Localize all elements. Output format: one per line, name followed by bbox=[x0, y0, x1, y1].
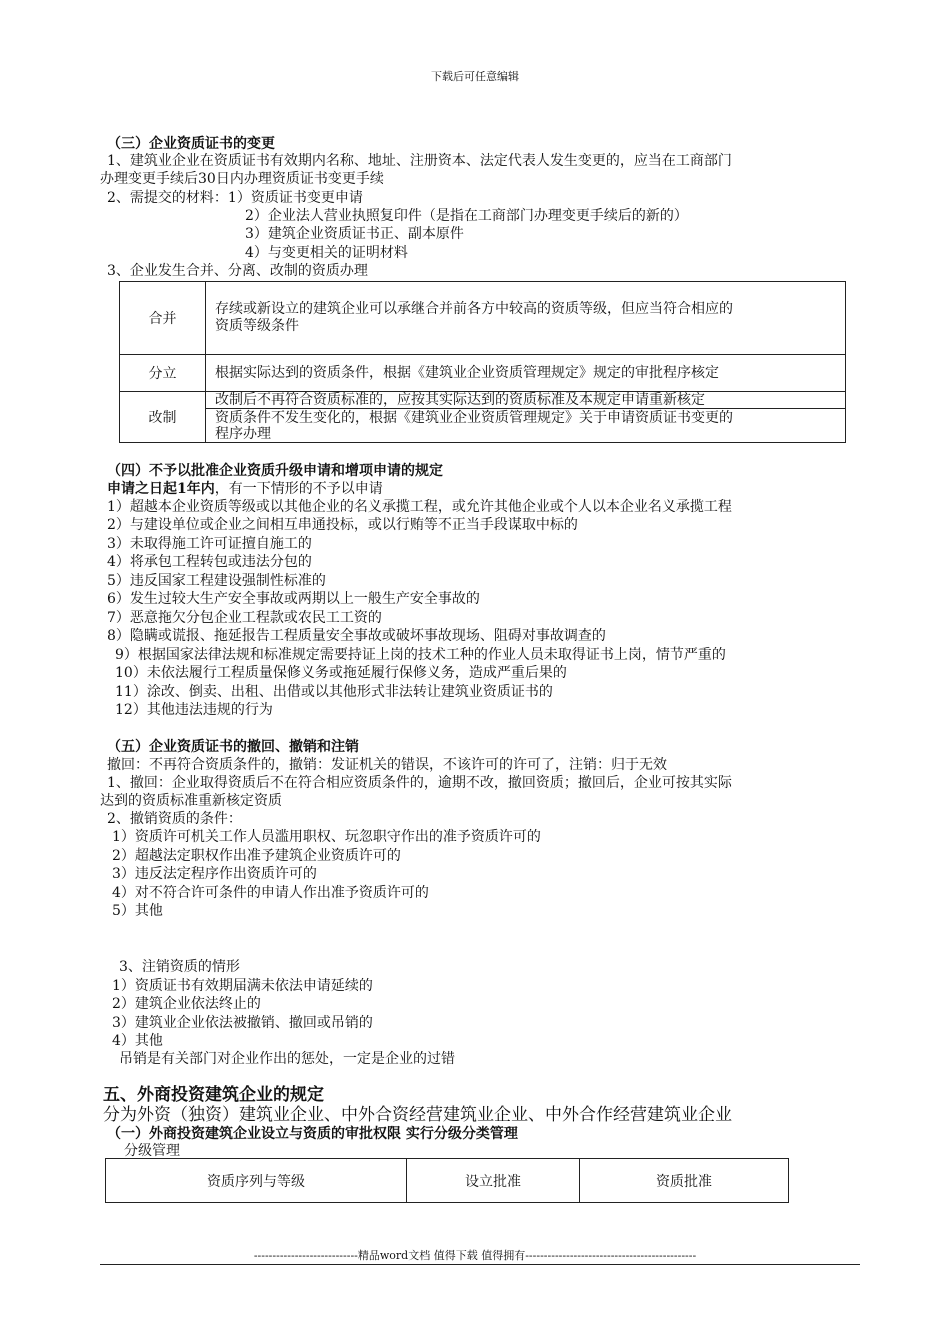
list-item: 8）隐瞒或谎报、拖延报告工程质量安全事故或破坏事故现场、阻碍对事故调查的 bbox=[107, 628, 606, 644]
list-item: 4）与变更相关的证明材料 bbox=[245, 245, 408, 261]
intro-rest: ，有一下情形的不予以申请 bbox=[214, 481, 383, 497]
section-4-title: （四）不予以批准企业资质升级申请和增项申请的规定 bbox=[107, 463, 443, 479]
table-cell-merge-label: 合并 bbox=[120, 282, 206, 355]
table-header-cell: 资质批准 bbox=[580, 1159, 789, 1203]
paragraph: 达到的资质标准重新核定资质 bbox=[100, 793, 282, 809]
list-item: 3）建筑企业资质证书正、副本原件 bbox=[245, 226, 464, 242]
page-header: 下载后可任意编辑 bbox=[431, 70, 519, 83]
note: 吊销是有关部门对企业作出的惩处，一定是企业的过错 bbox=[119, 1051, 455, 1067]
paragraph: 1、撤回：企业取得资质后不在符合相应资质条件的，逾期不改，撤回资质；撤回后，企业可按其实际 bbox=[107, 775, 732, 791]
section-4-intro bbox=[107, 480, 383, 498]
paragraph: 2、需提交的材料：1）资质证书变更申请 bbox=[107, 190, 363, 206]
section-3-title: （三）企业资质证书的变更 bbox=[107, 136, 275, 152]
table-cell-split-text: 根据实际达到的资质条件，根据《建筑业企业资质管理规定》规定的审批程序核定 bbox=[206, 355, 846, 392]
list-item: 10）未依法履行工程质量保修义务或拖延履行保修义务，造成严重后果的 bbox=[115, 665, 567, 681]
list-item: 9）根据国家法律法规和标准规定需要持证上岗的技术工种的作业人员未取得证书上岗，情节严重的 bbox=[115, 647, 726, 663]
cell-line: 资质条件不发生变化的，根据《建筑业企业资质管理规定》关于申请资质证书变更的 bbox=[215, 409, 733, 426]
table-cell-reform-label: 改制 bbox=[120, 392, 206, 443]
list-item: 1）资质许可机关工作人员滥用职权、玩忽职守作出的准予资质许可的 bbox=[112, 829, 541, 845]
list-item: 5）其他 bbox=[112, 903, 163, 919]
table-cell-reform-b bbox=[206, 409, 846, 443]
merge-split-reform-table bbox=[119, 281, 846, 443]
list-item: 1）资质证书有效期届满未依法申请延续的 bbox=[112, 978, 373, 994]
chapter-subtitle: 分为外资（独资）建筑业企业、中外合资经营建筑业企业、中外合作经营建筑业企业 bbox=[103, 1105, 732, 1125]
list-item: 5）违反国家工程建设强制性标准的 bbox=[107, 573, 326, 589]
list-item: 4）其他 bbox=[112, 1033, 163, 1049]
page-footer: ----------------------------精品word文档 值得下载 值得拥有---------------------------------------------- bbox=[253, 1249, 697, 1262]
approval-table bbox=[105, 1158, 789, 1203]
table-row bbox=[120, 392, 846, 409]
table-header-cell: 设立批准 bbox=[407, 1159, 580, 1203]
chapter-title: 五、外商投资建筑企业的规定 bbox=[103, 1085, 324, 1105]
table-row bbox=[120, 282, 846, 355]
cell-line: 存续或新设立的建筑企业可以承继合并前各方中较高的资质等级，但应当符合相应的 bbox=[215, 301, 733, 317]
paragraph: 2、撤销资质的条件： bbox=[107, 811, 242, 827]
paragraph: 3、企业发生合并、分离、改制的资质办理 bbox=[107, 263, 368, 279]
list-item: 6）发生过较大生产安全事故或两期以上一般生产安全事故的 bbox=[107, 591, 480, 607]
note: 分级管理 bbox=[124, 1143, 180, 1159]
paragraph: 3、注销资质的情形 bbox=[119, 959, 240, 975]
table-header-row bbox=[106, 1159, 789, 1203]
list-item: 12）其他违法违规的行为 bbox=[115, 702, 273, 718]
paragraph: 撤回：不再符合资质条件的，撤销：发证机关的错误，不该许可的许可了，注销：归于无效 bbox=[107, 757, 667, 773]
list-item: 2）超越法定职权作出准予建筑企业资质许可的 bbox=[112, 848, 401, 864]
list-item: 2）与建设单位或企业之间相互串通投标，或以行贿等不正当手段谋取中标的 bbox=[107, 517, 578, 533]
list-item: 4）将承包工程转包或违法分包的 bbox=[107, 554, 312, 570]
list-item: 1）超越本企业资质等级或以其他企业的名义承揽工程，或允许其他企业或个人以本企业名义承揽工程 bbox=[107, 499, 732, 515]
list-item: 7）恶意拖欠分包企业工程款或农民工工资的 bbox=[107, 610, 382, 626]
table-cell-reform-a: 改制后不再符合资质标准的，应按其实际达到的资质标准及本规定申请重新核定 bbox=[206, 392, 846, 409]
list-item: 2）建筑企业依法终止的 bbox=[112, 996, 261, 1012]
list-item: 3）未取得施工许可证擅自施工的 bbox=[107, 536, 312, 552]
table-cell-merge-text bbox=[206, 282, 846, 355]
intro-bold: 申请之日起1年内 bbox=[107, 481, 215, 497]
list-item: 3）建筑业企业依法被撤销、撤回或吊销的 bbox=[112, 1015, 373, 1031]
list-item: 11）涂改、倒卖、出租、出借或以其他形式非法转让建筑业资质证书的 bbox=[115, 684, 553, 700]
footer-divider bbox=[100, 1264, 860, 1265]
table-row bbox=[120, 355, 846, 392]
table-cell-split-label: 分立 bbox=[120, 355, 206, 392]
paragraph: 1、建筑业企业在资质证书有效期内名称、地址、注册资本、法定代表人发生变更的，应当在工商部门 bbox=[107, 153, 732, 169]
list-item: 4）对不符合许可条件的申请人作出准予资质许可的 bbox=[112, 885, 429, 901]
list-item: 2）企业法人营业执照复印件（是指在工商部门办理变更手续后的新的） bbox=[245, 208, 688, 224]
section-5-title: （五）企业资质证书的撤回、撤销和注销 bbox=[107, 739, 359, 755]
cell-line: 程序办理 bbox=[215, 425, 271, 442]
list-item: 3）违反法定程序作出资质许可的 bbox=[112, 866, 317, 882]
cell-line: 资质等级条件 bbox=[215, 318, 299, 334]
table-row bbox=[120, 409, 846, 443]
subsection-title: （一）外商投资建筑企业设立与资质的审批权限 实行分级分类管理 bbox=[107, 1126, 518, 1142]
paragraph: 办理变更手续后30日内办理资质证书变更手续 bbox=[100, 171, 384, 187]
table-header-cell: 资质序列与等级 bbox=[106, 1159, 407, 1203]
